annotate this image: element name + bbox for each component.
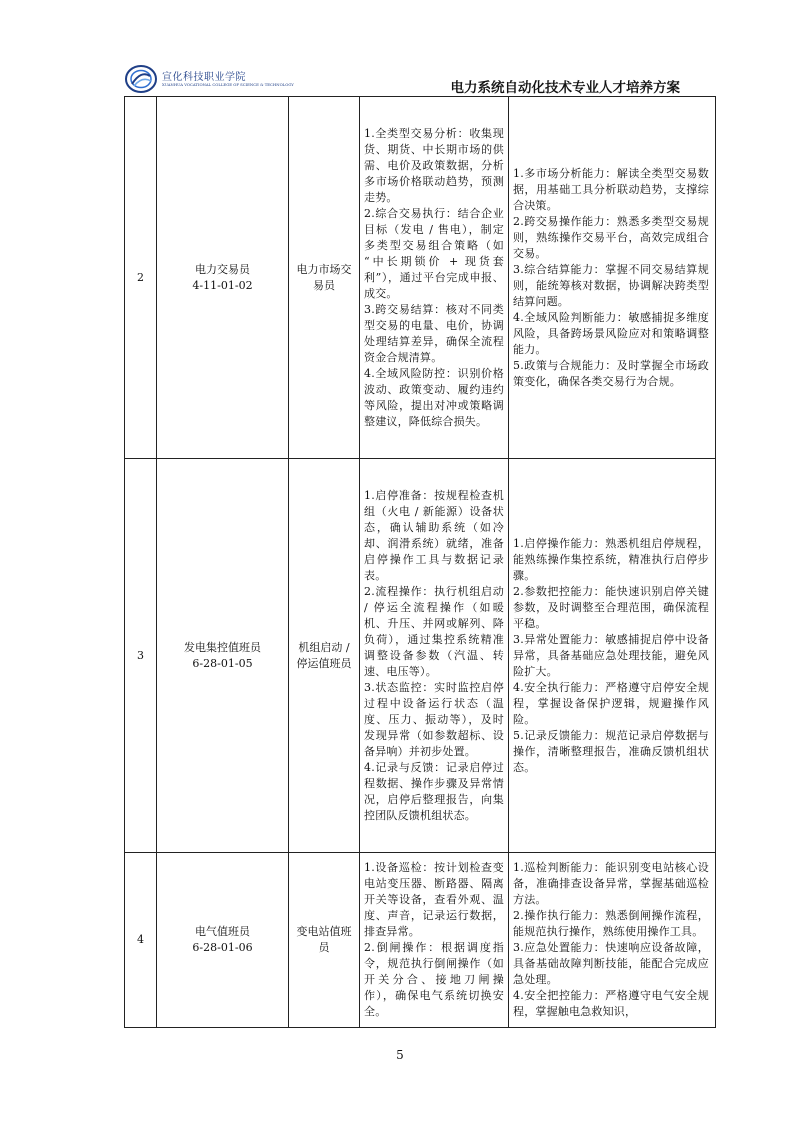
position-cell: 变电站值班员: [289, 853, 360, 1028]
position-cell: 电力市场交易员: [289, 97, 360, 459]
job-name: 电力交易员: [195, 262, 250, 276]
school-name-en: XUANHUA VOCATIONAL COLLEGE OF SCIENCE & TECHNOLOGY: [162, 82, 294, 87]
table-row: [125, 853, 716, 1028]
ability-item: 2.跨交易操作能力：熟悉多类型交易规则，熟练操作交易平台，高效完成组合交易。: [513, 214, 709, 260]
job-code: 4-11-01-02: [192, 278, 253, 292]
ability-item: 3.应急处置能力：快速响应设备故障，具备基础故障判断技能，能配合完成应急处理。: [513, 941, 709, 986]
job-name: 电气值班员: [195, 925, 250, 938]
job-name: 发电集控值班员: [184, 640, 261, 654]
task-item: 1.全类型交易分析：收集现货、期货、中长期市场的供需、电价及政策数据，分析多市场价格联动趋势，预测走势。: [364, 126, 504, 204]
task-item: 3.跨交易结算：核对不同类型交易的电量、电价，协调处理结算差异，确保全流程资金合规清算。: [364, 302, 504, 364]
task-item: 1.启停准备：按规程检查机组（火电 / 新能源）设备状态，确认辅助系统（如冷却、润滑系统）就绪，准备启停操作工具与数据记录表。: [364, 488, 504, 582]
ability-item: 5.政策与合规能力：及时掌握全市场政策变化，确保各类交易行为合规。: [513, 358, 709, 388]
job-cell: [157, 459, 289, 853]
job-code: 6-28-01-05: [192, 656, 253, 670]
ability-item: 4.全域风险判断能力：敏感捕捉多维度风险，具备跨场景风险应对和策略调整能力。: [513, 310, 709, 356]
ability-item: 1.多市场分析能力：解读全类型交易数据，用基础工具分析联动趋势，支撑综合决策。: [513, 166, 709, 212]
task-cell: [360, 459, 509, 853]
page-header: [124, 62, 680, 96]
task-item: 2.流程操作：执行机组启动 / 停运全流程操作（如暖机、升压、并网或解列、降负荷），通过集控系统精准调整设备参数（汽温、转速、电压等）。: [364, 584, 504, 678]
ability-item: 3.综合结算能力：掌握不同交易结算规则，能统筹核对数据，协调解决跨类型结算问题。: [513, 262, 709, 308]
career-table: [124, 96, 716, 1028]
school-name: 宣化科技职业学院: [162, 72, 246, 83]
task-item: 2.倒闸操作：根据调度指令，规范执行倒闸操作（如开关分合、接地刀闸操作），确保电气系统切换安全。: [364, 941, 504, 1018]
position-cell: 机组启动 / 停运值班员: [289, 459, 360, 853]
ability-cell: [509, 459, 716, 853]
ability-item: 4.安全把控能力：严格遵守电气安全规程，掌握触电急救知识，: [513, 989, 709, 1018]
ability-item: 4.安全执行能力：严格遵守启停安全规程，掌握设备保护逻辑，规避操作风险。: [513, 680, 709, 726]
job-cell: [157, 853, 289, 1028]
ability-item: 2.操作执行能力：熟悉倒闸操作流程，能规范执行操作，熟练使用操作工具。: [513, 909, 709, 938]
school-emblem-icon: [124, 64, 158, 94]
task-item: 1.设备巡检：按计划检查变电站变压器、断路器、隔离开关等设备，查看外观、温度、声音，记录运行数据，排查异常。: [364, 861, 504, 938]
job-cell: [157, 97, 289, 459]
ability-cell: [509, 853, 716, 1028]
school-logo: [124, 64, 294, 94]
row-index: 4: [125, 853, 157, 1028]
ability-item: 3.异常处置能力：敏感捕捉启停中设备异常，具备基础应急处理技能，避免风险扩大。: [513, 632, 709, 678]
job-code: 6-28-01-06: [192, 941, 253, 954]
task-item: 3.状态监控：实时监控启停过程中设备运行状态（温度、压力、振动等），及时发现异常（如参数超标、设备异响）并初步处置。: [364, 680, 504, 758]
ability-item: 5.记录反馈能力：规范记录启停数据与操作，清晰整理报告，准确反馈机组状态。: [513, 728, 709, 774]
task-cell: [360, 853, 509, 1028]
table-row: [125, 459, 716, 853]
ability-item: 1.启停操作能力：熟悉机组启停规程，能熟练操作集控系统，精准执行启停步骤。: [513, 536, 709, 582]
task-item: 2.综合交易执行：结合企业目标（发电 / 售电），制定多类型交易组合策略（如 “中长期锁价 + 现货套利”），通过平台完成申报、成交。: [364, 206, 504, 300]
ability-item: 1.巡检判断能力：能识别变电站核心设备，准确排查设备异常，掌握基础巡检方法。: [513, 861, 709, 906]
table-row: [125, 97, 716, 459]
row-index: 2: [125, 97, 157, 459]
task-cell: [360, 97, 509, 459]
page-number: 5: [396, 1048, 404, 1062]
document-title: 电力系统自动化技术专业人才培养方案: [450, 80, 680, 96]
task-item: 4.全域风险防控：识别价格波动、政策变动、履约违约等风险，提出对冲或策略调整建议，降低综合损失。: [364, 366, 504, 428]
ability-item: 2.参数把控能力：能快速识别启停关键参数，及时调整至合理范围，确保流程平稳。: [513, 584, 709, 630]
task-item: 4.记录与反馈：记录启停过程数据、操作步骤及异常情况，启停后整理报告，向集控团队反馈机组状态。: [364, 760, 504, 822]
row-index: 3: [125, 459, 157, 853]
ability-cell: [509, 97, 716, 459]
